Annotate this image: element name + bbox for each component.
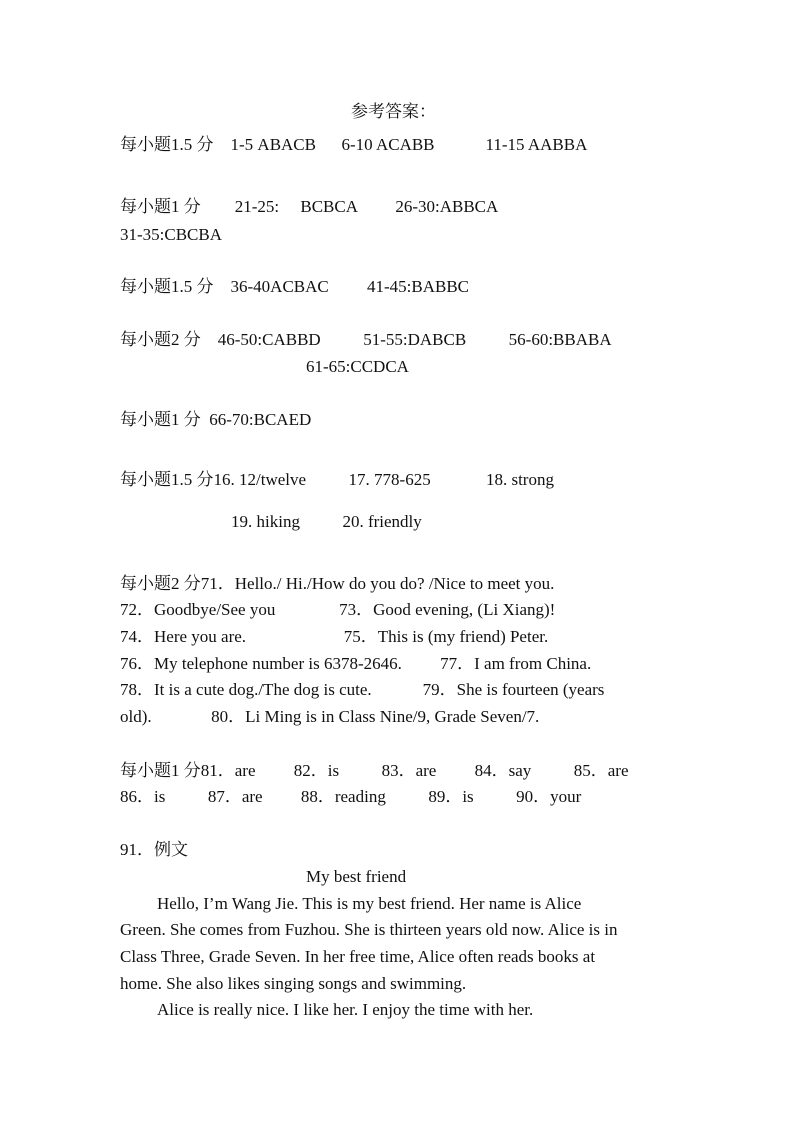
answer-line: 每小题1.5 分16. 12/twelve 17. 778-625 18. strong [120,470,554,489]
essay-heading: 91．例文 [120,840,188,859]
answer-line: 每小题2 分71．Hello./ Hi./How do you do? /Nice to meet you. [120,574,555,593]
answer-line: old). 80．Li Ming is in Class Nine/9, Grade Seven/7. [120,707,540,726]
essay-line: home. She also likes singing songs and swimming. [120,974,467,993]
essay-line: Hello, I’m Wang Jie. This is my best friend. Her name is Alice [157,894,582,913]
answer-line: 19. hiking 20. friendly [231,512,422,531]
essay-line: Alice is really nice. I like her. I enjoy the time with her. [157,1000,534,1019]
answer-line: 76．My telephone number is 6378-2646. 77．I am from China. [120,654,592,673]
answer-line: 每小题1 分 66-70:BCAED [120,410,312,429]
answer-line: 每小题1 分81．are 82．is 83．are 84．say 85．are [120,761,629,780]
answer-line: 每小题1.5 分 1-5 ABACB 6-10 ACABB 11-15 AABBA [120,135,588,154]
essay-line: Green. She comes from Fuzhou. She is thirteen years old now. Alice is in [120,920,618,939]
essay-line: Class Three, Grade Seven. In her free time, Alice often reads books at [120,947,596,966]
essay-title: My best friend [306,867,407,886]
answer-line: 每小题2 分 46-50:CABBD 51-55:DABCB 56-60:BBABA [120,330,612,349]
answer-line: 78．It is a cute dog./The dog is cute. 79．She is fourteen (years [120,680,605,699]
answer-line: 每小题1.5 分 36-40ACBAC 41-45:BABBC [120,277,469,296]
answer-line: 72．Goodbye/See you 73．Good evening, (Li Xiang)! [120,600,556,619]
page-title: 参考答案： [351,102,436,121]
answer-line: 每小题1 分 21-25: BCBCA 26-30:ABBCA [120,197,499,216]
answer-line: 74．Here you are. 75．This is (my friend) Peter. [120,627,549,646]
answer-line: 31-35:CBCBA [120,225,223,244]
answer-line: 61-65:CCDCA [306,357,409,376]
answer-line: 86．is 87．are 88．reading 89．is 90．your [120,787,582,806]
